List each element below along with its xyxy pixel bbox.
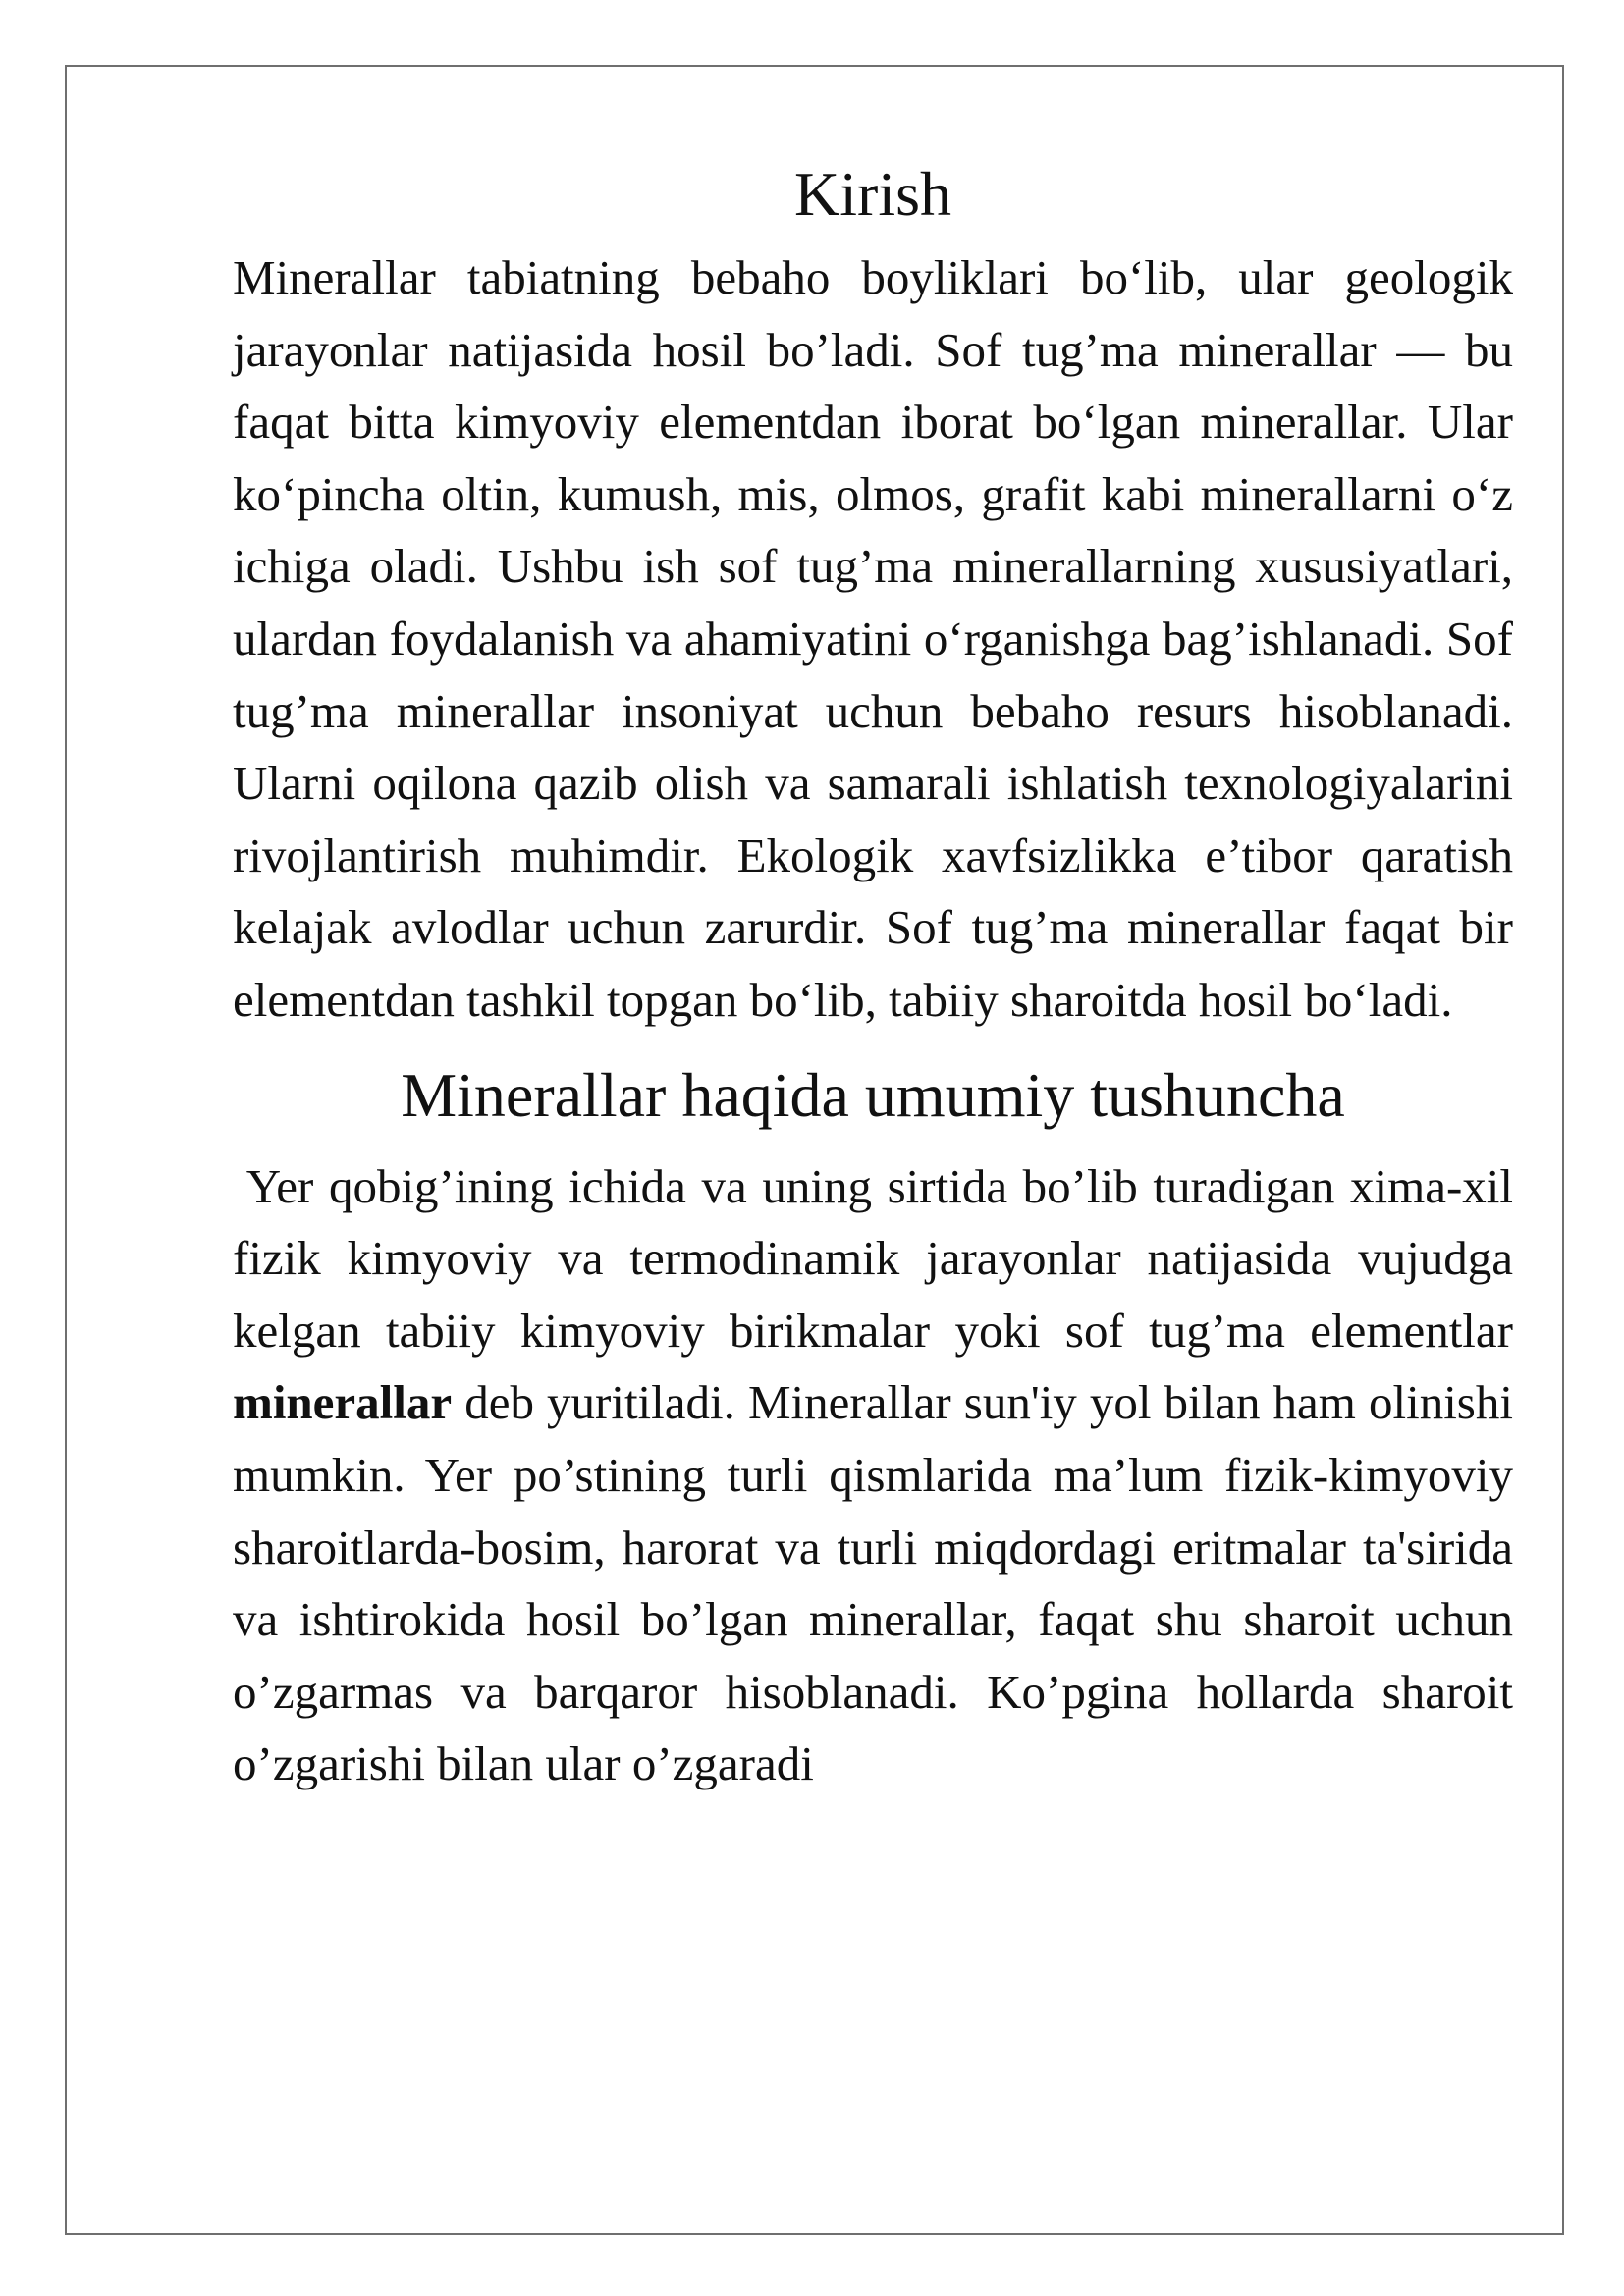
minerals-paragraph bbox=[233, 1150, 1513, 1800]
minerals-paragraph-text-1: Yer qobig’ining ichida va uning sirtida bo’lib turadigan xima-xil fizik kimyoviy va termodinamik jarayonlar natijasida vujudga kelgan tabiiy kimyoviy birikmalar yoki sof tug’ma elementlar bbox=[233, 1158, 1513, 1358]
intro-paragraph: Minerallar tabiatning bebaho boyliklari bo‘lib, ular geologik jarayonlar natijasida hosil bo’ladi. Sof tug’ma minerallar — bu faqat bitta kimyoviy elementdan iborat bo‘lgan minerallar. Ular ko‘pincha oltin, kumush, mis, olmos, grafit kabi minerallarni o‘z ichiga oladi. Ushbu ish sof tug’ma minerallarning xususiyatlari, ulardan foydalanish va ahamiyatini o‘rganishga bag’ishlanadi. Sof tug’ma minerallar insoniyat uchun bebaho resurs hisoblanadi. Ularni oqilona qazib olish va samarali ishlatish texnologiyalarini rivojlantirish muhimdir. Ekologik xavfsizlikka e’tibor qaratish kelajak avlodlar uchun zarurdir. Sof tug’ma minerallar faqat bir elementdan tashkil topgan bo‘lib, tabiiy sharoitda hosil bo‘ladi. bbox=[233, 250, 1513, 1027]
minerals-term-bold: minerallar bbox=[233, 1375, 453, 1430]
section-title-kirish: Kirish bbox=[794, 159, 951, 229]
section-title-minerals: Minerallar haqida umumiy tushuncha bbox=[401, 1059, 1345, 1130]
document-body bbox=[233, 147, 1513, 1800]
minerals-paragraph-text-2: deb yuritiladi. Minerallar sun'iy yol bilan ham olinishi mumkin. Yer po’stining turli qismlarida ma’lum fizik-kimyoviy sharoitlarda-bosim, harorat va turli miqdordagi eritmalar ta'sirida va ishtirokida hosil bo’lgan minerallar, faqat shu sharoit uchun o’zgarmas va barqaror hisoblanadi. Ko’pgina hollarda sharoit o’zgarishi bilan ular o’zgaradi bbox=[233, 1375, 1513, 1791]
